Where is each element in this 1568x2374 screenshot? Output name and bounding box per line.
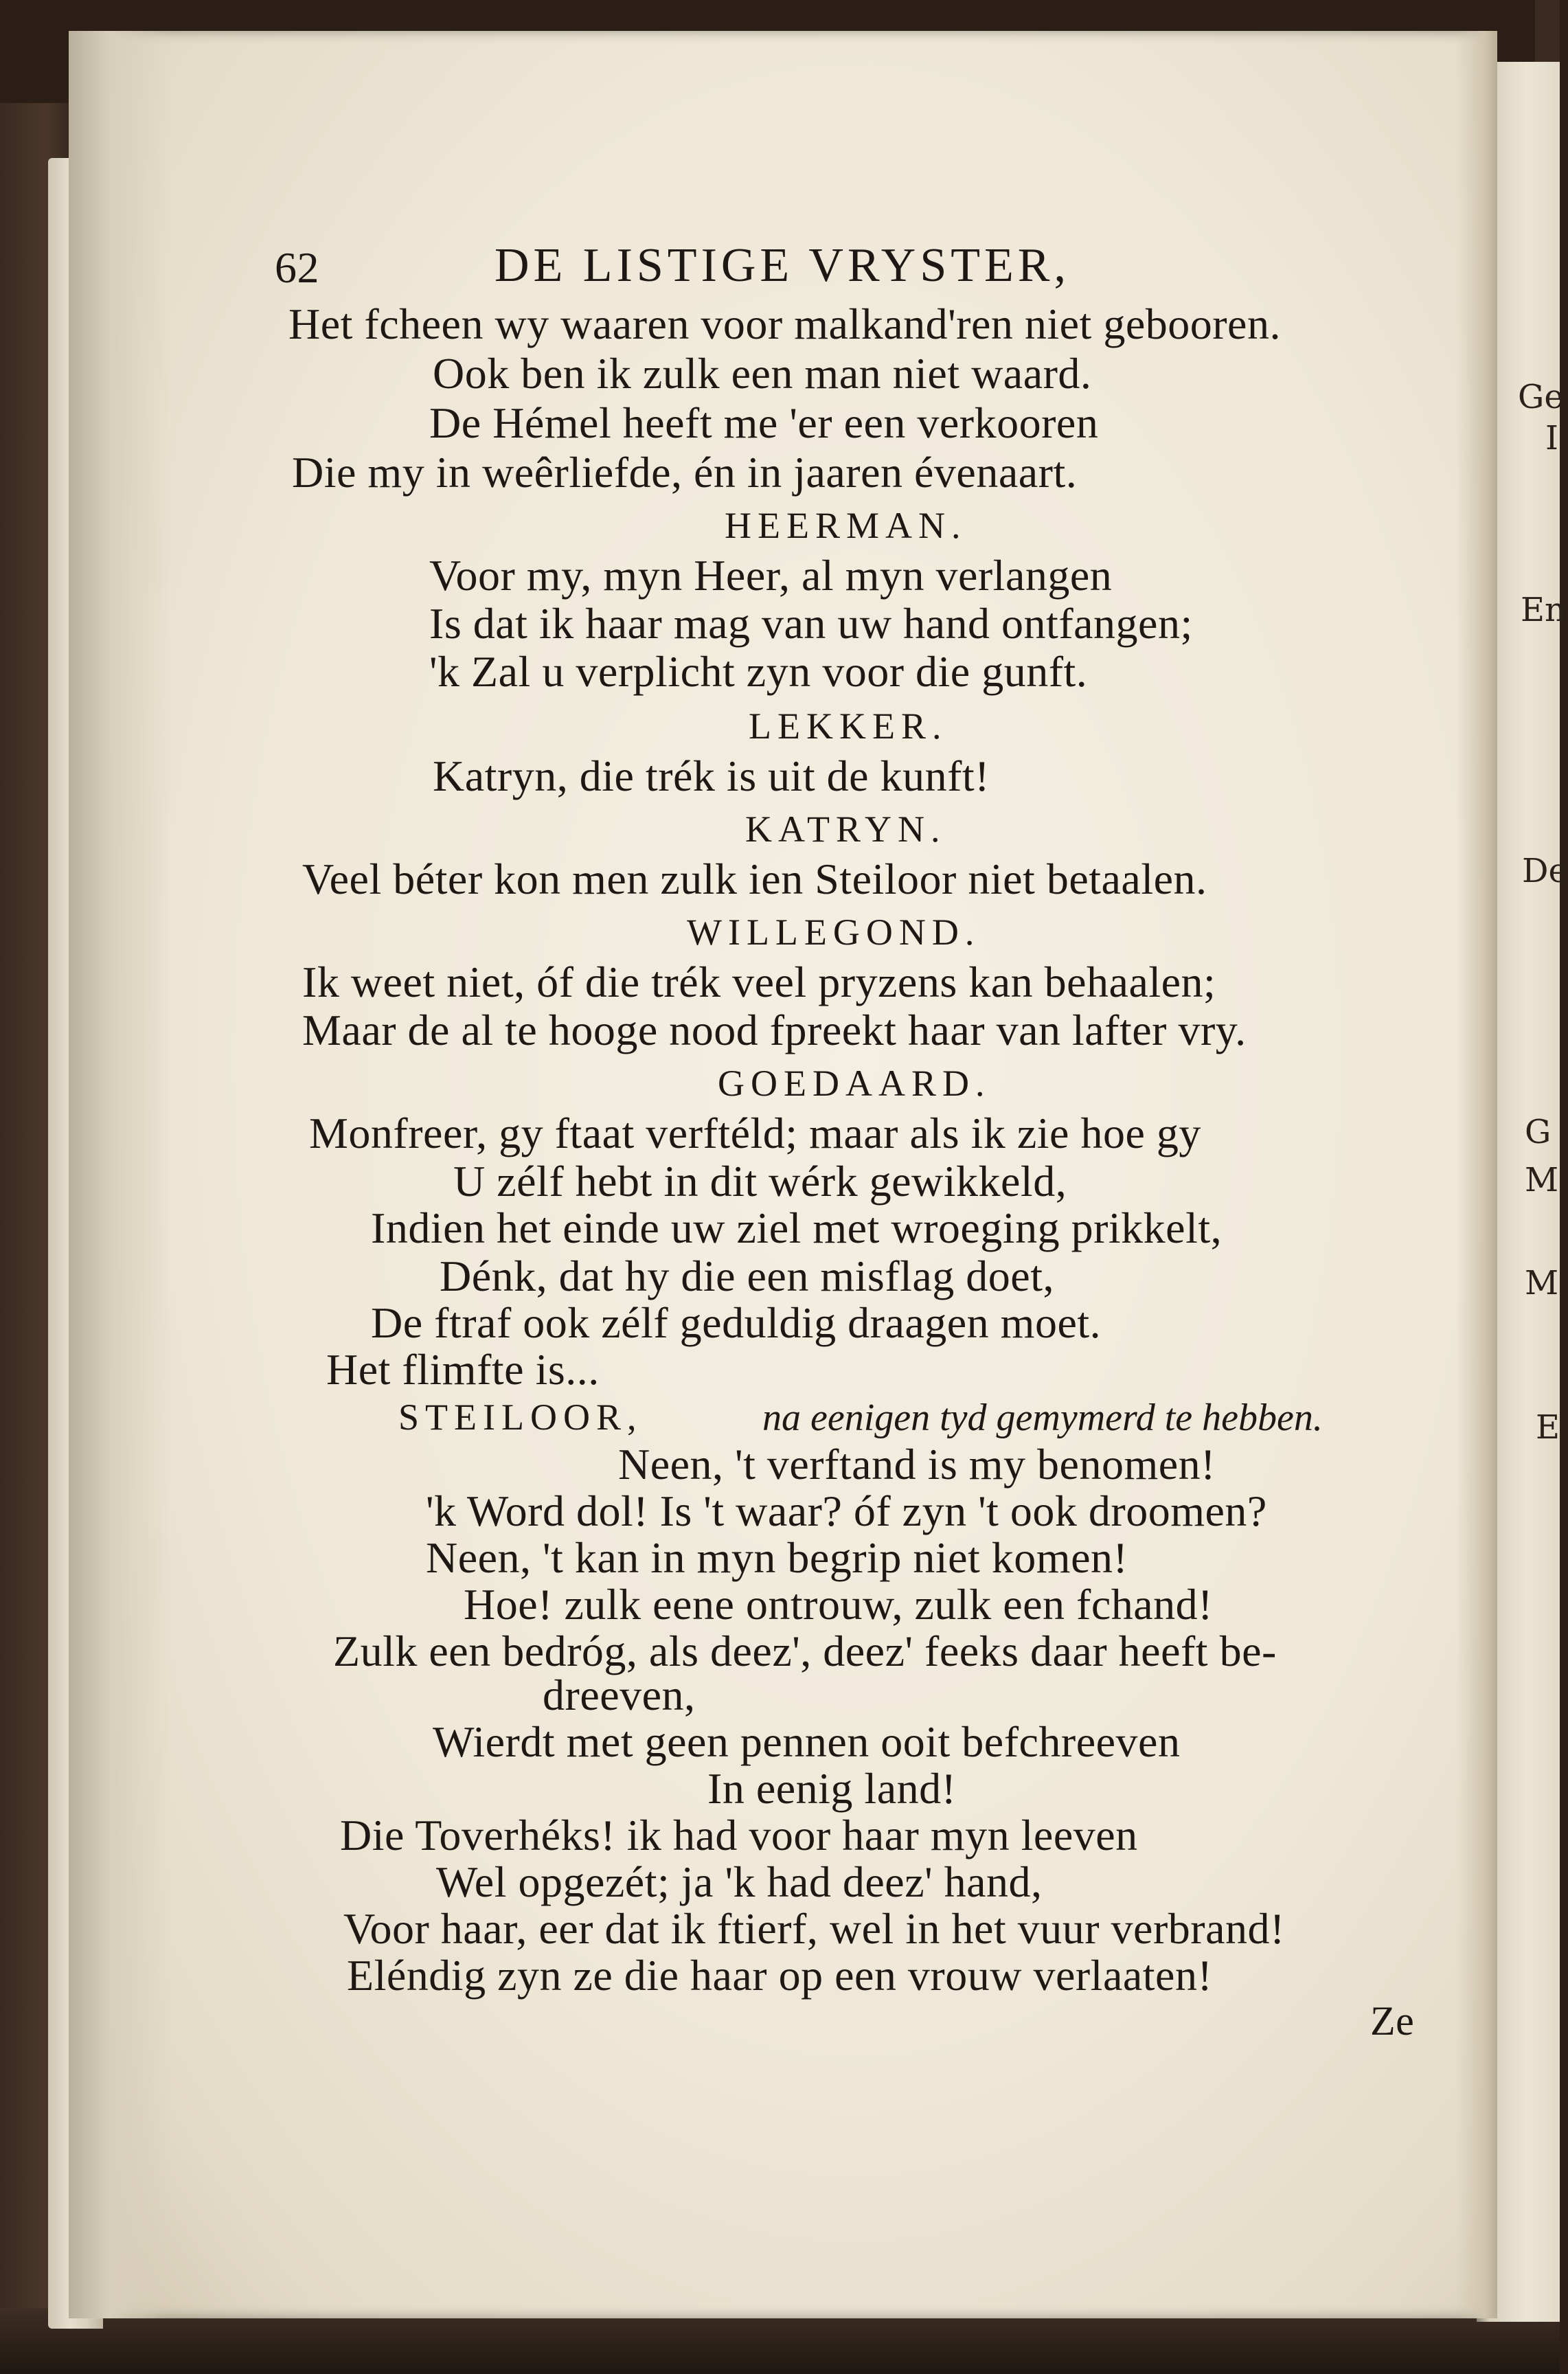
next-page-fragment: I — [1545, 419, 1558, 457]
speaker-heading: WILLEGOND. — [687, 912, 981, 953]
verse-line: De Hémel heeft me 'er een verkooren — [429, 398, 1099, 447]
verse-line: U zélf hebt in dit wérk gewikkeld, — [453, 1157, 1067, 1206]
speaker-heading: HEERMAN. — [725, 505, 967, 546]
verse-line: Dénk, dat hy die een misflag doet, — [440, 1252, 1054, 1300]
verse-line: Het fcheen wy waaren voor malkand'ren niet gebooren. — [288, 299, 1281, 348]
verse-line: 'k Zal u verplicht zyn voor die gunft. — [429, 647, 1088, 696]
next-page-fragment: M — [1525, 1161, 1559, 1199]
verse-line: De ftraf ook zélf geduldig draagen moet. — [371, 1298, 1102, 1347]
verse-line: Het flimfte is... — [326, 1345, 600, 1394]
verse-line: Monfreer, gy ftaat verftéld; maar als ik zie hoe gy — [309, 1109, 1201, 1157]
running-header: DE LISTIGE VRYSTER, — [495, 239, 1070, 292]
next-page-fragment: E — [1536, 1408, 1560, 1447]
verse-line: Hoe! zulk eene ontrouw, zulk een fchand! — [464, 1580, 1213, 1629]
speaker-heading: STEILOOR, — [398, 1397, 643, 1438]
verse-line: Neen, 't kan in myn begrip niet komen! — [426, 1533, 1128, 1582]
verse-line: dreeven, — [543, 1671, 696, 1719]
next-page-fragment: G — [1525, 1113, 1552, 1151]
verse-line: Zulk een bedróg, als deez', deez' feeks daar heeft be- — [333, 1627, 1277, 1675]
verse-line: Voor haar, eer dat ik ftierf, wel in het vuur verbrand! — [343, 1904, 1285, 1953]
verse-line: Veel béter kon men zulk ien Steiloor niet betaalen. — [302, 855, 1207, 903]
page-number: 62 — [275, 243, 319, 292]
verse-line: Neen, 't verftand is my benomen! — [618, 1440, 1216, 1489]
speaker-heading: LEKKER. — [749, 705, 948, 747]
verse-line: Die Toverhéks! ik had voor haar myn leeven — [340, 1811, 1138, 1859]
verse-line: Wel opgezét; ja 'k had deez' hand, — [436, 1857, 1043, 1906]
next-page-fragment: M — [1525, 1264, 1559, 1302]
speaker-heading: KATRYN. — [745, 809, 946, 850]
verse-line: 'k Word dol! Is 't waar? óf zyn 't ook droomen? — [426, 1486, 1267, 1535]
verse-line: Die my in weêrliefde, én in jaaren évenaart. — [292, 448, 1078, 497]
verse-line: Katryn, die trék is uit de kunft! — [433, 751, 990, 800]
speaker-heading: GOEDAARD. — [718, 1063, 991, 1104]
verse-line: In eenig land! — [707, 1764, 957, 1813]
verse-line: Is dat ik haar mag van uw hand ontfangen; — [429, 599, 1193, 648]
stage-direction: na eenigen tyd gemymerd te hebben. — [762, 1397, 1323, 1439]
verse-line: Ik weet niet, óf die trék veel pryzens kan behaalen; — [302, 958, 1216, 1006]
catchword: Ze — [1370, 1998, 1415, 2044]
verse-line: Ook ben ik zulk een man niet waard. — [433, 349, 1092, 398]
verse-line: Maar de al te hooge nood fpreekt haar van lafter vry. — [302, 1006, 1247, 1054]
verse-line: Eléndig zyn ze die haar op een vrouw verlaaten! — [347, 1951, 1213, 2000]
verse-line: Voor my, myn Heer, al myn verlangen — [429, 551, 1113, 600]
verse-line: Indien het einde uw ziel met wroeging prikkelt, — [371, 1203, 1223, 1252]
next-page-fragment: De — [1522, 852, 1568, 890]
verse-line: Wierdt met geen pennen ooit befchreeven — [433, 1717, 1181, 1766]
next-page-fragment: En — [1521, 591, 1566, 629]
next-page-fragment: Ge — [1518, 378, 1564, 416]
